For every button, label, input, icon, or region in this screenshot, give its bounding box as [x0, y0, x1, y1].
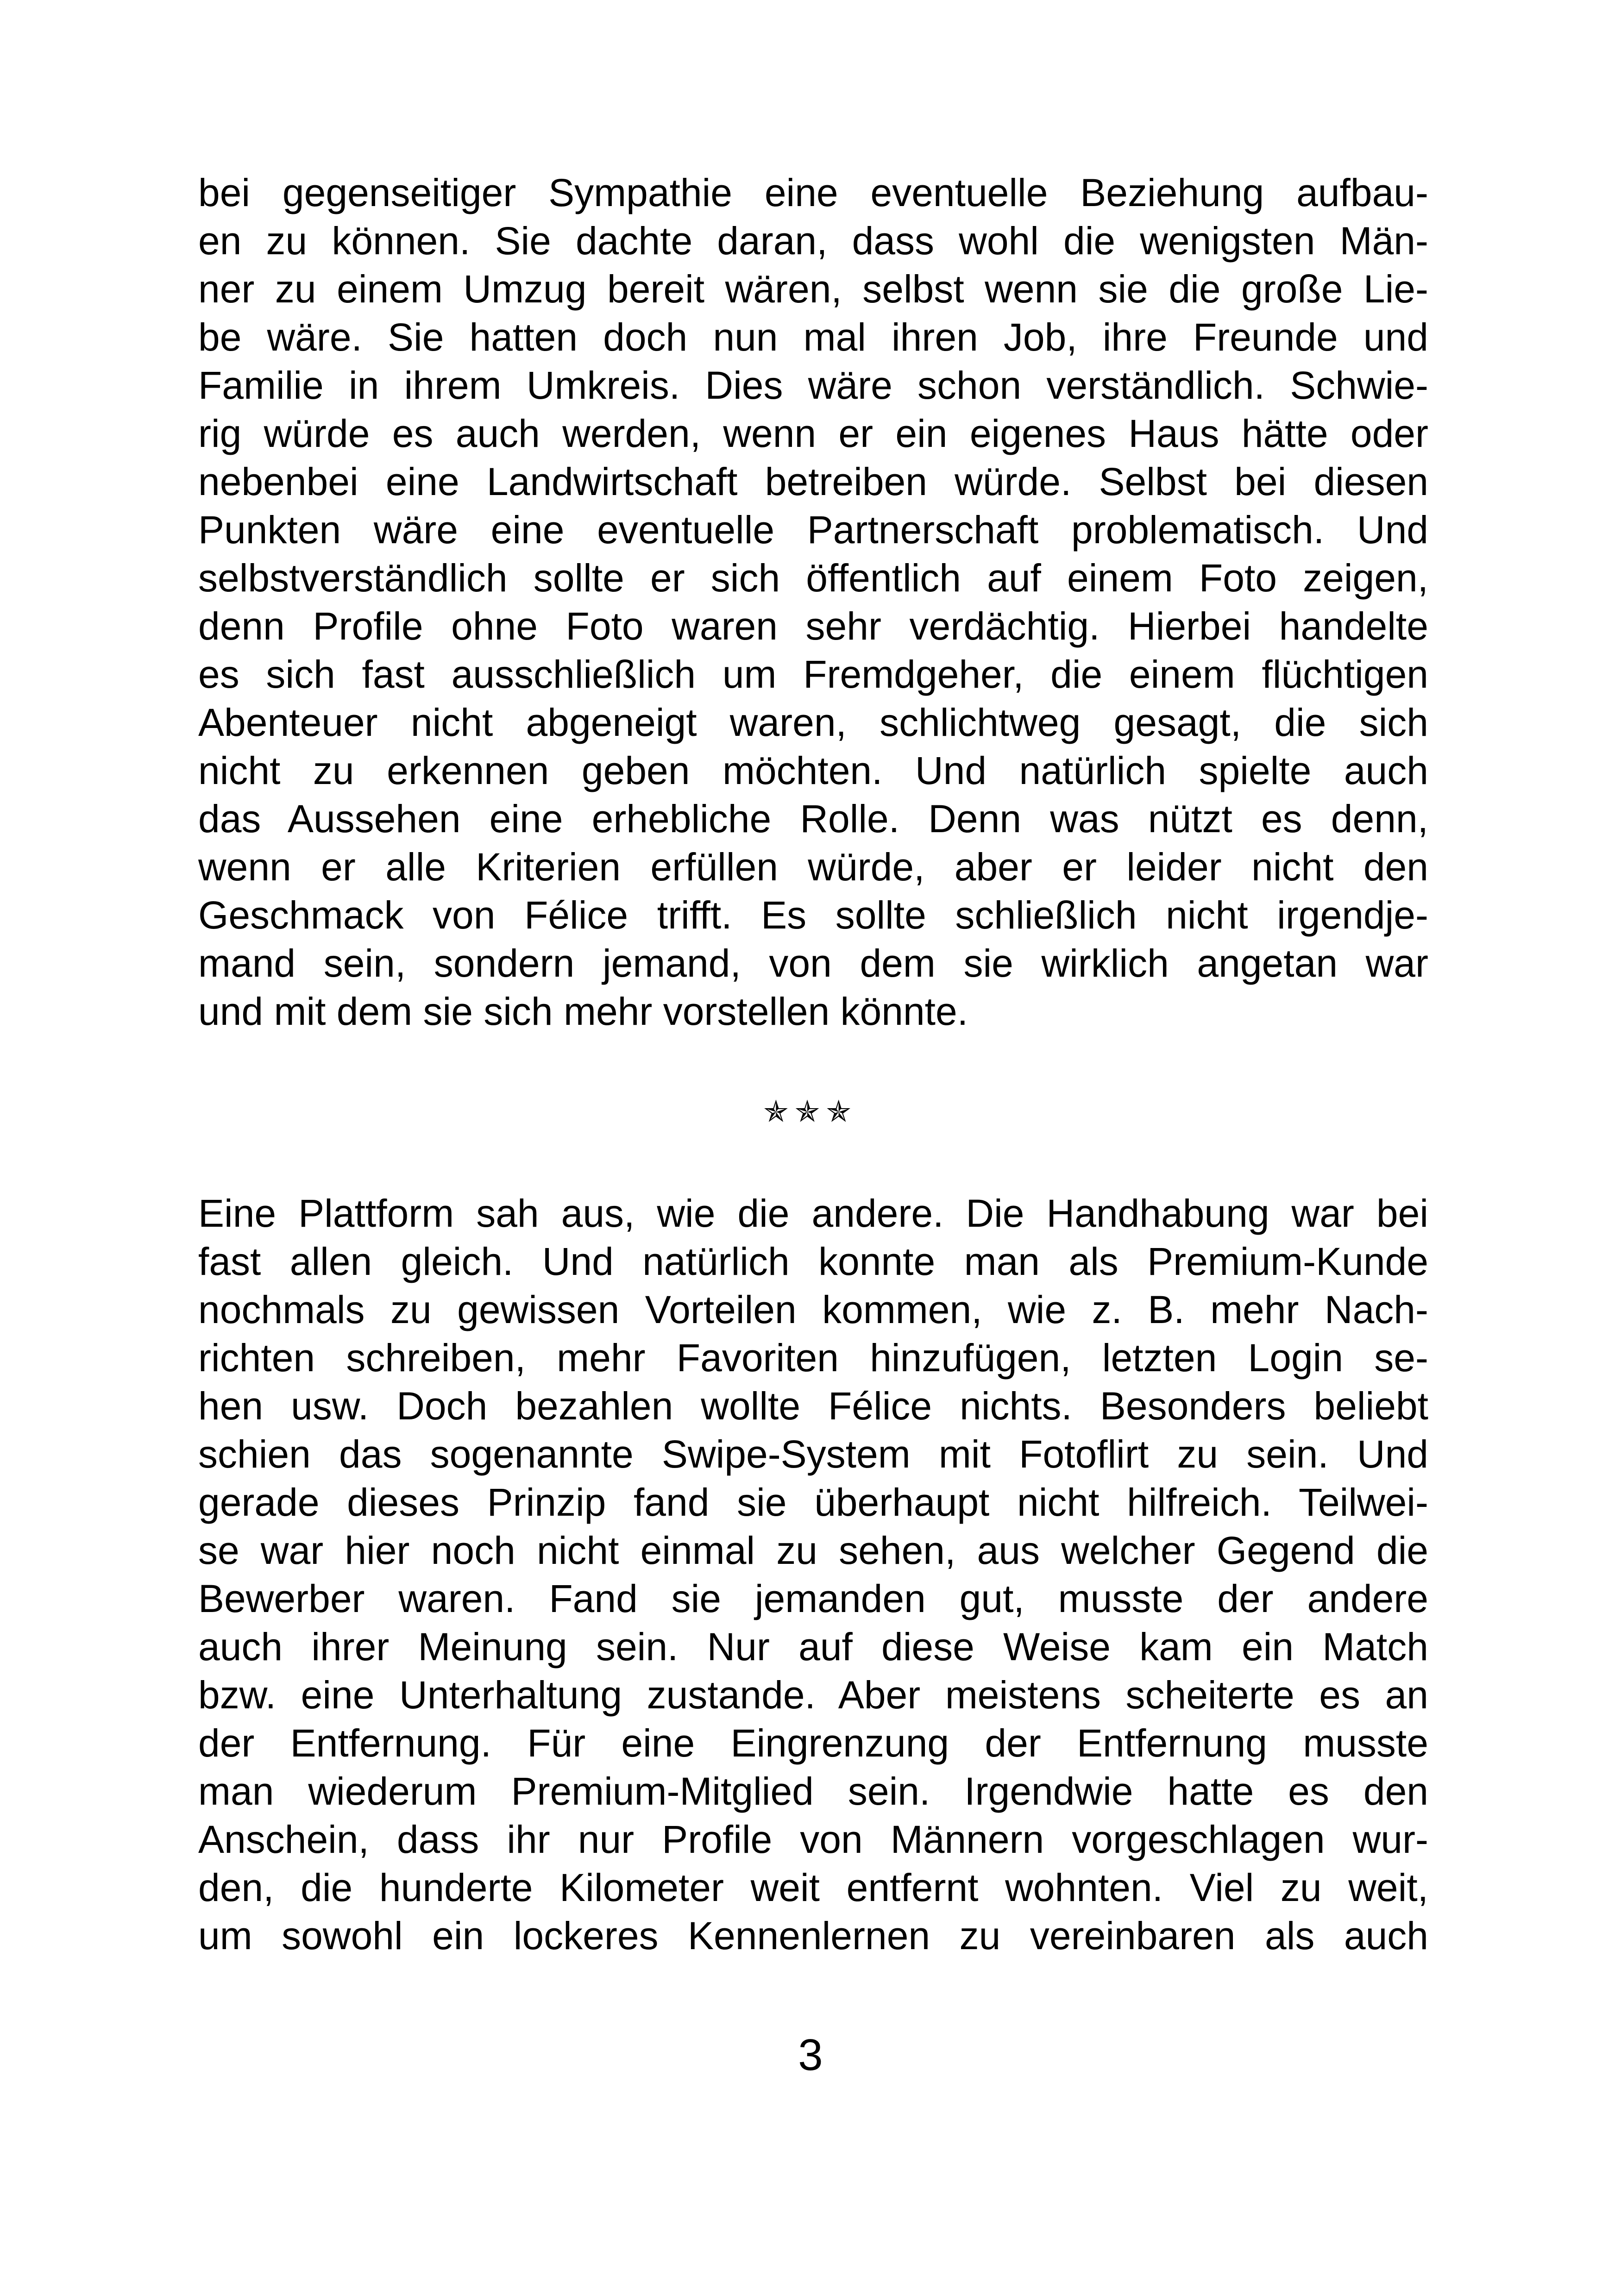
text-line: Familie in ihrem Umkreis. Dies wäre schon verständlich. Schwie-	[198, 364, 1428, 407]
text-line: mand sein, sondern jemand, von dem sie wirklich angetan war	[198, 941, 1428, 985]
text-line: fast allen gleich. Und natürlich konnte man als Premium-Kunde	[198, 1240, 1428, 1283]
text-line: se war hier noch nicht einmal zu sehen, aus welcher Gegend die	[198, 1529, 1428, 1572]
text-line: der Entfernung. Für eine Eingrenzung der Entfernung musste	[198, 1721, 1428, 1765]
text-line: Punkten wäre eine eventuelle Partnerschaft problematisch. Und	[198, 508, 1428, 552]
text-line: nebenbei eine Landwirtschaft betreiben würde. Selbst bei diesen	[198, 460, 1428, 503]
text-line: Anschein, dass ihr nur Profile von Männern vorgeschlagen wur-	[198, 1818, 1428, 1861]
text-line: selbstverständlich sollte er sich öffentlich auf einem Foto zeigen,	[198, 556, 1428, 600]
text-line: nochmals zu gewissen Vorteilen kommen, wie z. B. mehr Nach-	[198, 1288, 1428, 1331]
text-line: be wäre. Sie hatten doch nun mal ihren Job, ihre Freunde und	[198, 315, 1428, 359]
text-line: Eine Plattform sah aus, wie die andere. Die Handhabung war bei	[198, 1192, 1428, 1235]
text-line: gerade dieses Prinzip fand sie überhaupt nicht hilfreich. Teilwei-	[198, 1480, 1428, 1524]
section-separator-stars: ✯✯✯	[763, 1095, 858, 1129]
text-line: schien das sogenannte Swipe-System mit Fotoflirt zu sein. Und	[198, 1432, 1428, 1476]
text-line: nicht zu erkennen geben möchten. Und natürlich spielte auch	[198, 749, 1428, 792]
text-line: den, die hunderte Kilometer weit entfernt wohnten. Viel zu weit,	[198, 1866, 1428, 1909]
text-line: Abenteuer nicht abgeneigt waren, schlichtweg gesagt, die sich	[198, 701, 1428, 744]
text-line: und mit dem sie sich mehr vorstellen könnte.	[198, 990, 968, 1033]
text-line: man wiederum Premium-Mitglied sein. Irgendwie hatte es den	[198, 1769, 1428, 1813]
paragraph-2	[198, 1189, 1428, 1960]
text-line: bei gegenseitiger Sympathie eine eventuelle Beziehung aufbau-	[198, 171, 1428, 214]
text-line: um sowohl ein lockeres Kennenlernen zu vereinbaren als auch	[198, 1914, 1428, 1957]
text-line: das Aussehen eine erhebliche Rolle. Denn was nützt es denn,	[198, 797, 1428, 841]
text-line: wenn er alle Kriterien erfüllen würde, aber er leider nicht den	[198, 845, 1428, 889]
text-line: es sich fast ausschließlich um Fremdgeher, die einem flüchtigen	[198, 652, 1428, 696]
text-line: auch ihrer Meinung sein. Nur auf diese Weise kam ein Match	[198, 1625, 1428, 1669]
text-line: bzw. eine Unterhaltung zustande. Aber meistens scheiterte es an	[198, 1673, 1428, 1717]
text-line: en zu können. Sie dachte daran, dass wohl die wenigsten Män-	[198, 219, 1428, 263]
text-line: denn Profile ohne Foto waren sehr verdächtig. Hierbei handelte	[198, 604, 1428, 648]
paragraph-1	[198, 169, 1428, 1035]
text-line: Geschmack von Félice trifft. Es sollte schließlich nicht irgendje-	[198, 893, 1428, 937]
page-number: 3	[798, 2030, 823, 2080]
text-line: ner zu einem Umzug bereit wären, selbst wenn sie die große Lie-	[198, 267, 1428, 311]
text-line: Bewerber waren. Fand sie jemanden gut, musste der andere	[198, 1577, 1428, 1620]
text-line: rig würde es auch werden, wenn er ein eigenes Haus hätte oder	[198, 412, 1428, 455]
text-line: richten schreiben, mehr Favoriten hinzufügen, letzten Login se-	[198, 1336, 1428, 1380]
text-line: hen usw. Doch bezahlen wollte Félice nichts. Besonders beliebt	[198, 1384, 1428, 1428]
